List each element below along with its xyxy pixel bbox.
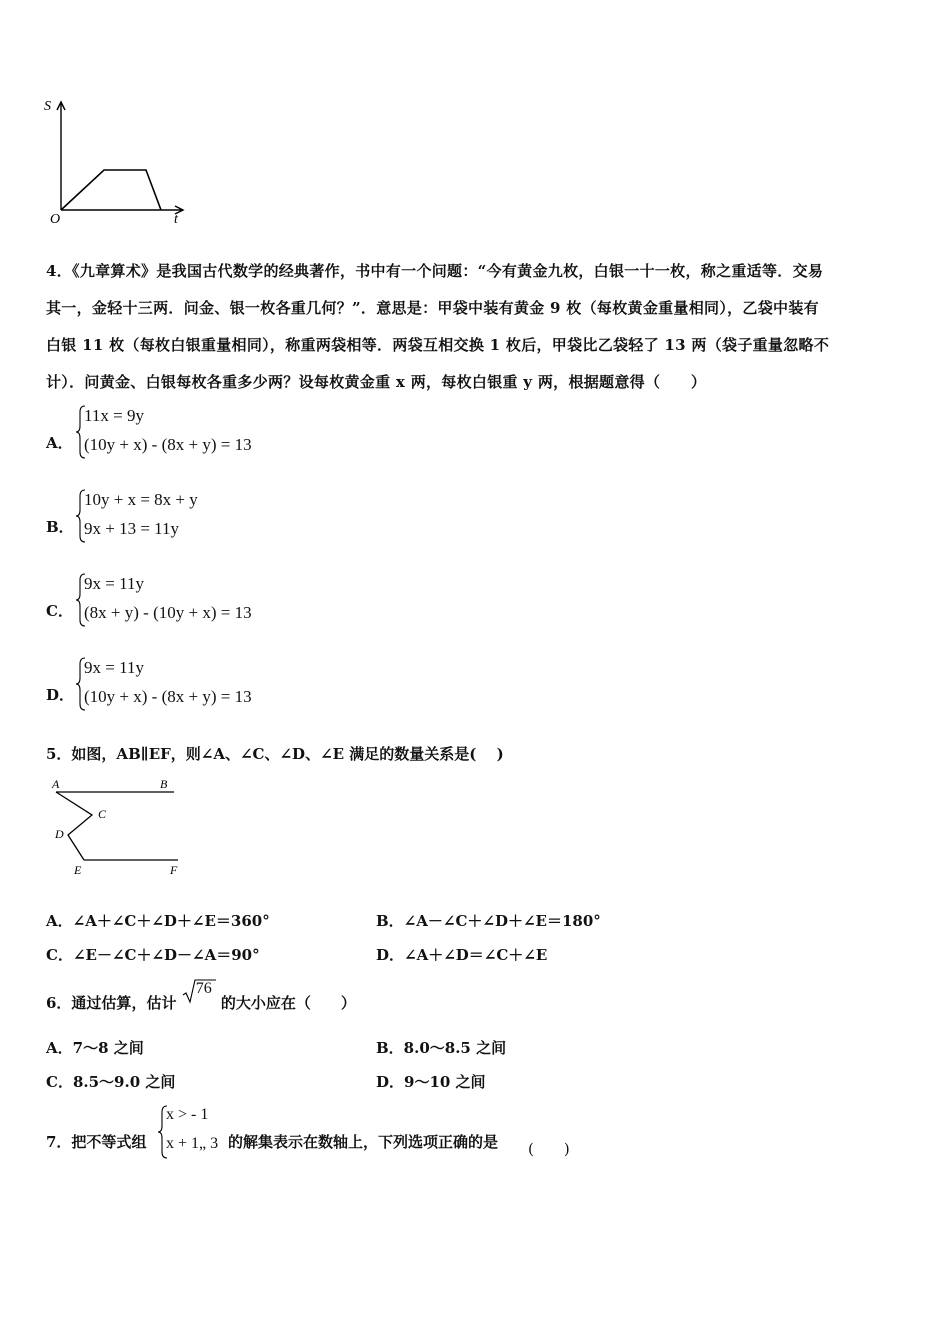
- equation-1: 9x = 11y: [84, 658, 144, 677]
- q5-stem: 5．如图，AB∥EF，则∠A、∠C、∠D、∠E 满足的数量关系是( ): [46, 745, 504, 763]
- graph-line: [61, 170, 161, 210]
- q5-option-a[interactable]: A．∠A＋∠C＋∠D＋∠E＝360°: [46, 912, 270, 930]
- q4-line-1: 4．《九章算术》是我国古代数学的经典著作，书中有一个问题：“今有黄金九枚，白银一十一枚，称之重适等．交易: [46, 262, 824, 280]
- q5-option-b[interactable]: B．∠A－∠C＋∠D＋∠E＝180°: [376, 912, 601, 930]
- q6-stem: [46, 980, 356, 1013]
- graph-y-label: S: [44, 99, 51, 114]
- graph-origin-label: O: [50, 212, 61, 227]
- radicand: 76: [195, 980, 212, 997]
- point-f: F: [170, 863, 178, 877]
- equation-1: 11x = 9y: [84, 406, 144, 425]
- point-c: C: [98, 807, 107, 821]
- inequality-2: x + 1„ 3: [166, 1135, 219, 1152]
- equation-2: (10y + x) - (8x + y) = 13: [84, 435, 252, 454]
- equation-2: 9x + 13 = 11y: [84, 519, 180, 538]
- st-graph: [40, 92, 200, 232]
- option-label: B．: [46, 518, 74, 536]
- point-e: E: [74, 863, 82, 877]
- q4-line-3: 白银 11 枚（每枚白银重量相同），称重两袋相等．两袋互相交换 1 枚后，甲袋比乙袋轻了 13 两（袋子重量忽略不: [46, 336, 830, 354]
- q5-option-d[interactable]: D．∠A＋∠D＝∠C＋∠E: [376, 946, 548, 964]
- q5-figure: [46, 772, 196, 882]
- equation-2: (10y + x) - (8x + y) = 13: [84, 687, 252, 706]
- point-a: A: [52, 777, 60, 791]
- q6-option-d[interactable]: D．9～10 之间: [376, 1073, 486, 1091]
- sqrt-76: [182, 980, 216, 1008]
- q4-line-4: 计）．问黄金、白银每枚各重多少两？设每枚黄金重 x 两，每枚白银重 y 两，根据题意得（ ）: [46, 373, 707, 391]
- q5-option-c[interactable]: C．∠E－∠C＋∠D－∠A＝90°: [46, 946, 260, 964]
- point-d: D: [55, 827, 64, 841]
- option-label: D．: [46, 686, 75, 704]
- option-label: C．: [46, 602, 73, 620]
- equation-1: 10y + x = 8x + y: [84, 490, 198, 509]
- q4-line-2: 其一，金轻十三两．问金、银一枚各重几何？”．意思是：甲袋中装有黄金 9 枚（每枚黄金重量相同），乙袋中装有: [46, 299, 819, 317]
- q6-stem-after: 的大小应在（ ）: [220, 994, 356, 1012]
- equation-2: (8x + y) - (10y + x) = 13: [84, 603, 252, 622]
- graph-x-label: t: [174, 212, 178, 227]
- q6-option-b[interactable]: B．8.0～8.5 之间: [376, 1039, 507, 1057]
- q6-stem-before: 6．通过估算，估计: [46, 994, 177, 1012]
- point-b: B: [160, 777, 168, 791]
- q6-option-a[interactable]: A．7～8 之间: [46, 1039, 144, 1057]
- option-label: A．: [46, 434, 73, 452]
- q7-stem-before: 7．把不等式组: [46, 1133, 147, 1151]
- q6-option-c[interactable]: C．8.5～9.0 之间: [46, 1073, 176, 1091]
- inequality-1: x > - 1: [166, 1106, 209, 1123]
- equation-1: 9x = 11y: [84, 574, 144, 593]
- q7-stem-after: 的解集表示在数轴上，下列选项正确的是: [228, 1133, 499, 1151]
- q7-answer-paren: ( ): [528, 1140, 570, 1158]
